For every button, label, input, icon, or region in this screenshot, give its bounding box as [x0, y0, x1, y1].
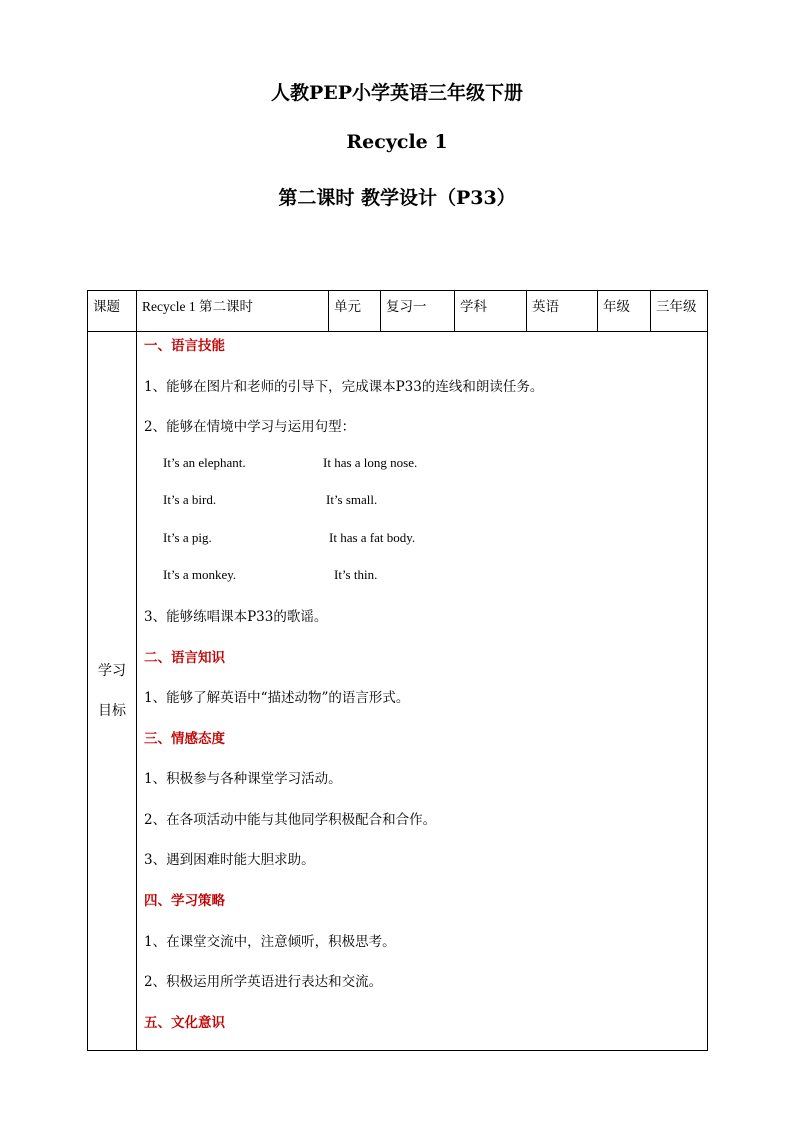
cell-subject-label: 学科	[455, 291, 527, 332]
lesson-title: 第二课时 教学设计（P33）	[278, 187, 516, 209]
objectives-content	[137, 332, 708, 1051]
section-heading: 二、语言知识	[144, 650, 225, 666]
section-heading: 四、学习策略	[144, 893, 225, 909]
objective-item: 3、遇到困难时能大胆求助。	[144, 852, 315, 868]
cell-unit-label: 单元	[329, 291, 381, 332]
sentence: It’s a pig.	[163, 530, 212, 545]
section-heading: 三、情感态度	[144, 731, 225, 747]
header-row	[88, 291, 708, 332]
objective-item: 1、能够了解英语中“描述动物”的语言形式。	[144, 690, 410, 706]
cell-subject-value: 英语	[527, 291, 598, 332]
objective-item: 1、能够在图片和老师的引导下，完成课本P33的连线和朗读任务。	[144, 379, 544, 395]
section-heading: 五、文化意识	[144, 1015, 225, 1031]
sentence: It’s an elephant.	[163, 455, 246, 470]
sentence: It has a long nose.	[323, 455, 418, 470]
objective-item: 2、在各项活动中能与其他同学积极配合和合作。	[144, 812, 437, 828]
objectives-label: 学习 目标	[88, 332, 137, 1051]
cell-topic-value: Recycle 1 第二课时	[137, 291, 329, 332]
objective-item: 1、积极参与各种课堂学习活动。	[144, 771, 342, 787]
objective-item: 1、在课堂交流中，注意倾听，积极思考。	[144, 934, 396, 950]
sentence: It’s small.	[326, 492, 378, 507]
objective-item: 2、积极运用所学英语进行表达和交流。	[144, 974, 383, 990]
objective-item: 3、能够练唱课本P33的歌谣。	[144, 609, 328, 625]
sentence: It has a fat body.	[329, 530, 416, 545]
cell-unit-value: 复习一	[381, 291, 455, 332]
objective-item: 2、能够在情境中学习与运用句型：	[144, 419, 356, 435]
section-heading: 一、语言技能	[144, 338, 225, 354]
sentence: It’s thin.	[334, 567, 378, 582]
document-title: 人教PEP小学英语三年级下册	[270, 82, 524, 104]
cell-topic-label: 课题	[88, 291, 137, 332]
unit-title: Recycle 1	[346, 131, 448, 153]
sentence: It’s a monkey.	[163, 567, 237, 582]
cell-grade-value: 三年级	[651, 291, 708, 332]
sentence: It’s a bird.	[163, 492, 217, 507]
lesson-info-table	[87, 290, 708, 1051]
cell-grade-label: 年级	[598, 291, 651, 332]
objectives-row	[88, 332, 708, 1051]
